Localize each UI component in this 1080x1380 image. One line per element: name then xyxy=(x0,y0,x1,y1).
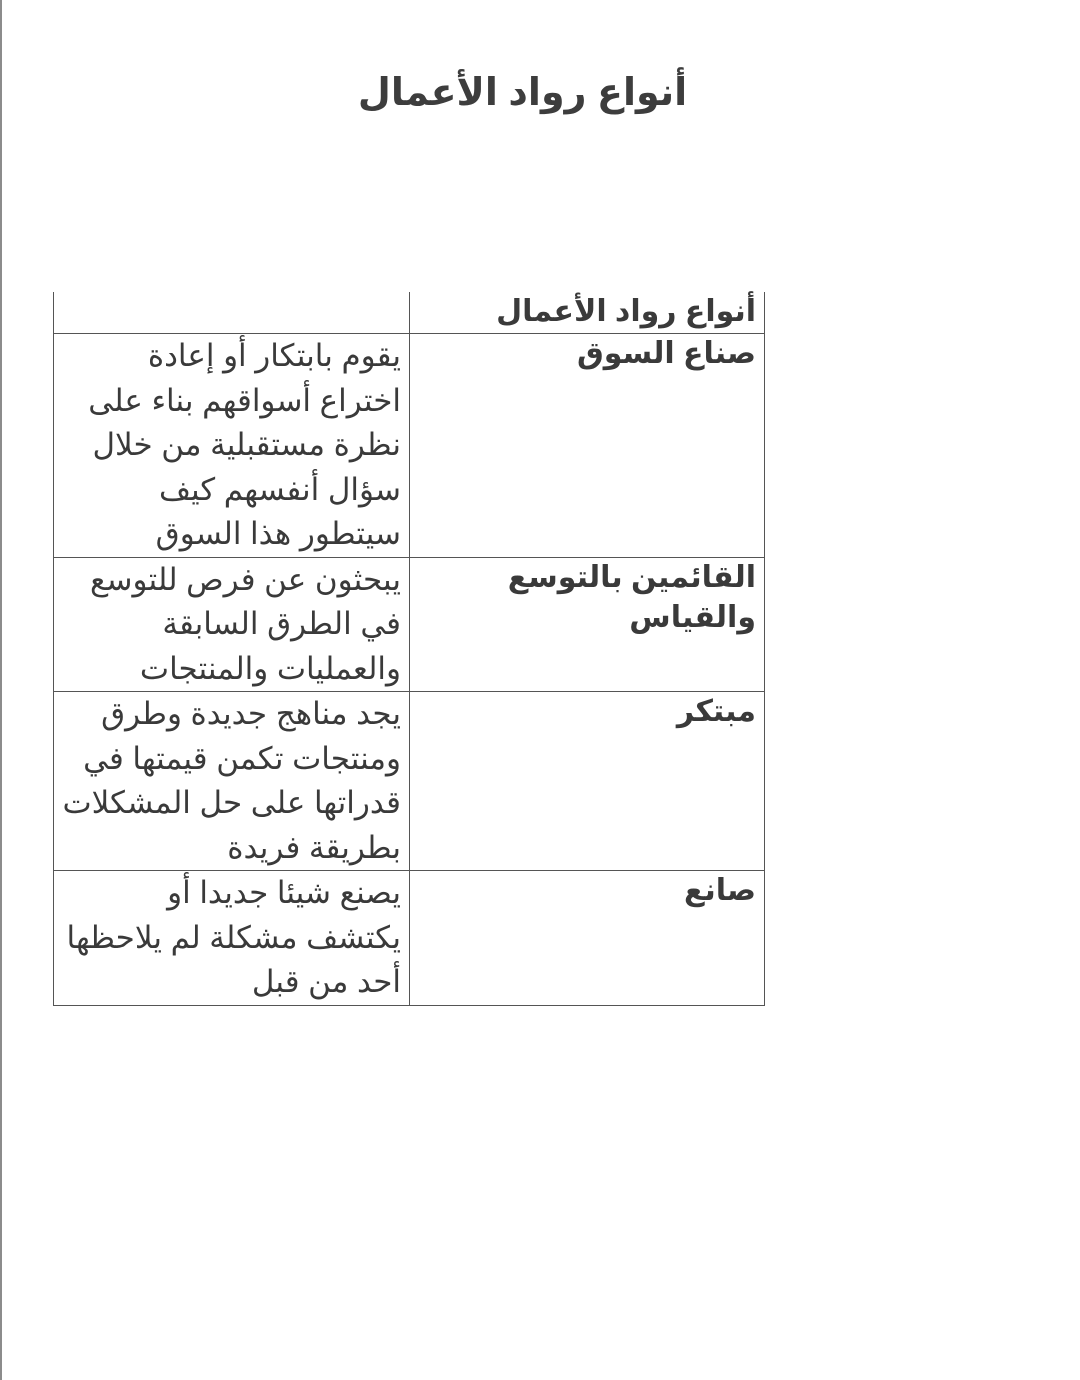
description-line: يجد مناهج جديدة وطرق xyxy=(101,696,401,731)
description-line: قدراتها على حل المشكلات xyxy=(62,785,401,820)
header-description-cell xyxy=(54,292,410,334)
table-row xyxy=(54,334,765,558)
header-type-cell: أنواع رواد الأعمال xyxy=(410,292,765,334)
description-cell xyxy=(54,334,410,558)
description-line: اختراع أسواقهم بناء على xyxy=(88,382,401,418)
type-cell: صناع السوق xyxy=(410,334,765,558)
entrepreneur-types-table xyxy=(53,292,765,1006)
type-cell: مبتكر xyxy=(410,692,765,871)
table-row xyxy=(54,871,765,1006)
description-line: سيتطور هذا السوق xyxy=(155,516,401,551)
type-cell: القائمين بالتوسع والقياس xyxy=(410,557,765,692)
description-cell xyxy=(54,557,410,692)
type-cell: صانع xyxy=(410,871,765,1006)
description-line: في الطرق السابقة xyxy=(162,606,401,641)
page-title: أنواع رواد الأعمال xyxy=(357,72,688,114)
description-cell xyxy=(54,871,410,1006)
description-line: يصنع شيئا جديدا أو xyxy=(167,875,401,910)
table-header-row xyxy=(54,292,765,334)
description-line: سؤال أنفسهم كيف xyxy=(158,471,401,507)
description-cell xyxy=(54,692,410,871)
description-line: يبحثون عن فرص للتوسع xyxy=(89,561,401,597)
table-row xyxy=(54,557,765,692)
description-line: والعمليات والمنتجات xyxy=(139,650,401,686)
table-row xyxy=(54,692,765,871)
description-line: ومنتجات تكمن قيمتها في xyxy=(83,740,401,776)
description-line: أحد من قبل xyxy=(251,964,401,999)
description-line: بطريقة فريدة xyxy=(227,829,401,865)
description-line: نظرة مستقبلية من خلال xyxy=(92,427,401,462)
page-edge xyxy=(0,0,2,1380)
description-line: يقوم بابتكار أو إعادة xyxy=(147,338,401,373)
description-line: يكتشف مشكلة لم يلاحظها xyxy=(66,919,401,955)
